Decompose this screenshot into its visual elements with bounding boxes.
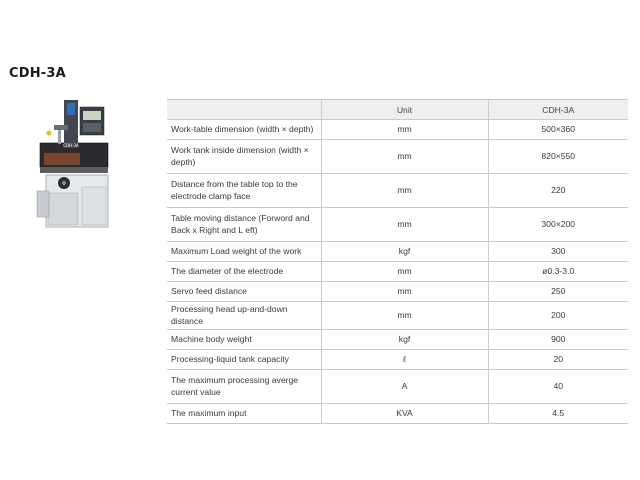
header-item — [167, 100, 321, 120]
edm-machine-image — [34, 95, 114, 233]
table-row — [167, 140, 628, 174]
spec-unit: kgf — [321, 330, 488, 350]
spec-unit: ℓ — [321, 350, 488, 370]
spec-value: 4.5 — [488, 404, 628, 424]
spec-value: 900 — [488, 330, 628, 350]
spec-item: Work-table dimension (width × depth) — [167, 120, 321, 140]
spec-item: Maximum Load weight of the work — [167, 242, 321, 262]
spec-item: Processing head up-and-down distance — [167, 302, 321, 330]
spec-item: Work tank inside dimension (width × depth) — [167, 140, 321, 174]
spec-table — [167, 99, 628, 424]
spec-unit: mm — [321, 174, 488, 208]
table-row — [167, 302, 628, 330]
table-row — [167, 330, 628, 350]
table-header-row — [167, 100, 628, 120]
spec-value: 220 — [488, 174, 628, 208]
spec-unit: mm — [321, 120, 488, 140]
spec-item: Distance from the table top to the electrode clamp face — [167, 174, 321, 208]
spec-unit: A — [321, 370, 488, 404]
spec-item: Table moving distance (Forword and Back x Right and L eft) — [167, 208, 321, 242]
spec-unit: kgf — [321, 242, 488, 262]
spec-unit: mm — [321, 302, 488, 330]
table-row — [167, 208, 628, 242]
spec-item: Servo feed distance — [167, 282, 321, 302]
spec-value: 250 — [488, 282, 628, 302]
spec-unit: mm — [321, 262, 488, 282]
page-title: CDH-3A — [9, 66, 66, 81]
table-row — [167, 120, 628, 140]
spec-value: 40 — [488, 370, 628, 404]
spec-item: Processing-liquid tank capacity — [167, 350, 321, 370]
header-unit: Unit — [321, 100, 488, 120]
spec-value: 200 — [488, 302, 628, 330]
table-row — [167, 174, 628, 208]
table-row — [167, 370, 628, 404]
spec-value: 500×360 — [488, 120, 628, 140]
spec-unit: mm — [321, 140, 488, 174]
spec-unit: mm — [321, 208, 488, 242]
spec-value: 300×200 — [488, 208, 628, 242]
spec-value: 300 — [488, 242, 628, 262]
spec-value: 20 — [488, 350, 628, 370]
spec-item: The maximum input — [167, 404, 321, 424]
header-model: CDH-3A — [488, 100, 628, 120]
machine-panel-label: CDH-3A — [63, 143, 79, 148]
spec-item: The maximum processing averge current value — [167, 370, 321, 404]
spec-value: ø0.3-3.0 — [488, 262, 628, 282]
table-row — [167, 262, 628, 282]
table-row — [167, 350, 628, 370]
table-row — [167, 282, 628, 302]
spec-value: 820×550 — [488, 140, 628, 174]
spec-item: The diameter of the electrode — [167, 262, 321, 282]
spec-unit: mm — [321, 282, 488, 302]
spec-unit: KVA — [321, 404, 488, 424]
table-row — [167, 242, 628, 262]
table-row — [167, 404, 628, 424]
spec-item: Machine body weight — [167, 330, 321, 350]
